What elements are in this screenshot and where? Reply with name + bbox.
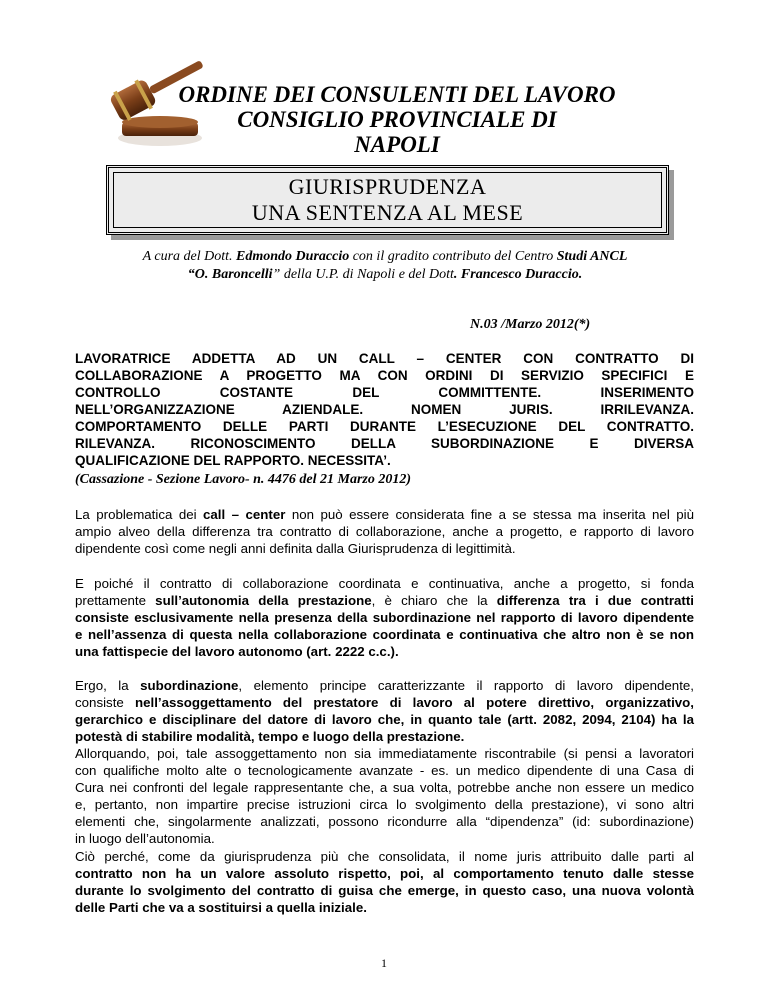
co-author-name: . Francesco Duraccio. bbox=[453, 267, 583, 282]
paragraph-line: e nell’assenza di questa nella collaborazione coordinata e continuativa che altro non è se non bbox=[75, 627, 694, 642]
headline-line: QUALIFICAZIONE DEL RAPPORTO. NECESSITA’. bbox=[75, 453, 391, 468]
headline-line: CONTROLLO COSTANTE DEL COMMITTENTE. INSERIMENTO bbox=[75, 385, 694, 400]
paragraph-line: E poiché il contratto di collaborazione coordinata e continuativa, anche a progetto, si fonda bbox=[75, 576, 694, 591]
text: , elemento principe caratterizzante il rapporto di lavoro dipendente, bbox=[238, 678, 694, 693]
paragraph-line: e, pertanto, non impartire precise istruzioni circa lo svolgimento della prestazione), vi sono altri bbox=[75, 797, 694, 812]
case-citation: (Cassazione - Sezione Lavoro- n. 4476 del 21 Marzo 2012) bbox=[75, 472, 412, 487]
paragraph-line bbox=[75, 694, 694, 711]
paragraph-3 bbox=[75, 677, 694, 847]
headline-line: COMPORTAMENTO DELLE PARTI DURANTE L’ESECUZIONE DEL CONTRATTO. bbox=[75, 419, 694, 434]
paragraph-line: potestà di stabilire modalità, tempo e luogo della prestazione. bbox=[75, 729, 465, 744]
text: prettamente bbox=[75, 593, 156, 608]
bold-text: call – center bbox=[203, 507, 286, 522]
paragraph-line bbox=[75, 592, 694, 609]
title-box bbox=[106, 165, 669, 235]
page-number: 1 bbox=[381, 956, 387, 970]
credit-line-2 bbox=[92, 266, 678, 284]
paragraph-line: Ciò perché, come da giurisprudenza più che consolidata, il nome juris attribuito dalle parti al bbox=[75, 849, 694, 864]
headline-line: COLLABORAZIONE A PROGETTO MA CON ORDINI DI SERVIZIO SPECIFICI E bbox=[75, 368, 694, 383]
paragraph-line: Allorquando, poi, tale assoggettamento non sia immediatamente riscontrabile (si pensi a lavoratori bbox=[75, 746, 694, 761]
headline bbox=[75, 350, 694, 469]
paragraph-2 bbox=[75, 575, 694, 660]
credit-text: ” della U.P. di Napoli e del Dott bbox=[272, 267, 454, 282]
bold-text: differenza tra i due contratti bbox=[496, 593, 694, 608]
text: , è chiaro che la bbox=[371, 593, 497, 608]
paragraph-4 bbox=[75, 848, 694, 916]
bold-text: sull’autonomia della prestazione bbox=[155, 593, 372, 608]
paragraph-line: gerarchico e disciplinare del datore di lavoro che, in quanto tale (artt. 2082, 2094, 2104) ha la bbox=[75, 712, 694, 727]
title-line-1: GIURISPRUDENZA bbox=[288, 174, 487, 199]
paragraph-line: in luogo dell’autonomia. bbox=[75, 831, 215, 846]
text: La problematica dei bbox=[75, 507, 204, 522]
author-name: Edmondo Duraccio bbox=[236, 249, 350, 264]
paragraph-line: elementi che, singolarmente analizzati, possono ricondurre alla “dipendenza” (id: subordinazione) bbox=[75, 814, 694, 829]
bold-text: nell’assoggettamento del prestatore di lavoro al potere direttivo, organizzativo, bbox=[135, 695, 694, 710]
paragraph-line: delle Parti che va a sostituirsi a quella iniziale. bbox=[75, 900, 367, 915]
paragraph-line: una fattispecie del lavoro autonomo (art. 2222 c.c.). bbox=[75, 644, 399, 659]
org-name-line-1: ORDINE DEI CONSULENTI DEL LAVORO bbox=[178, 82, 616, 107]
paragraph-1 bbox=[75, 506, 694, 557]
center-name: Studi ANCL bbox=[556, 249, 628, 264]
issue-number: N.03 /Marzo 2012(*) bbox=[470, 317, 591, 332]
credit-text: A cura del Dott. bbox=[142, 249, 237, 264]
text: consiste bbox=[75, 695, 136, 710]
paragraph-line: Cura nei confronti del legale rappresentante che, a sua volta, potrebbe anche non essere un medico bbox=[75, 780, 694, 795]
headline-line: RILEVANZA. RICONOSCIMENTO DELLA SUBORDINAZIONE E DIVERSA bbox=[75, 436, 694, 451]
paragraph-line: contratto non ha un valore assoluto rispetto, poi, al comportamento tenuto dalle stesse bbox=[75, 866, 694, 881]
paragraph-line: consiste esclusivamente nella presenza della subordinazione nel rapporto di lavoro dipendente bbox=[75, 610, 694, 625]
text: Ergo, la bbox=[75, 678, 141, 693]
paragraph-line: con qualifiche molto alte o tecnologicamente avanzate - es. un medico dipendente di una Casa di bbox=[75, 763, 694, 778]
org-name-line-3: NAPOLI bbox=[354, 132, 440, 157]
org-name-line-2: CONSIGLIO PROVINCIALE DI bbox=[237, 107, 557, 132]
paragraph-line: durante lo svolgimento del contratto di guisa che emerge, in questo caso, una nuova volontà bbox=[75, 883, 694, 898]
text: non può essere considerata fine a se stessa ma inserita nel più bbox=[285, 507, 694, 522]
paragraph-line: dipendente così come negli anni definita dalla Giurisprudenza di legittimità. bbox=[75, 541, 516, 556]
paragraph-line: ampio alveo della differenza tra contratto di collaborazione, anche a progetto, e rapporto di lavoro bbox=[75, 524, 694, 539]
credit-line-1 bbox=[92, 248, 678, 266]
bold-text: subordinazione bbox=[140, 678, 239, 693]
headline-line: LAVORATRICE ADDETTA AD UN CALL – CENTER CON CONTRATTO DI bbox=[75, 351, 694, 366]
title-line-2: UNA SENTENZA AL MESE bbox=[251, 200, 524, 225]
credit-text: con il gradito contributo del Centro bbox=[349, 249, 557, 264]
paragraph-line bbox=[75, 506, 694, 523]
headline-line: NELL’ORGANIZZAZIONE AZIENDALE. NOMEN JURIS. IRRILEVANZA. bbox=[75, 402, 694, 417]
paragraph-line bbox=[75, 677, 694, 694]
center-name: “O. Baroncelli bbox=[187, 267, 273, 282]
